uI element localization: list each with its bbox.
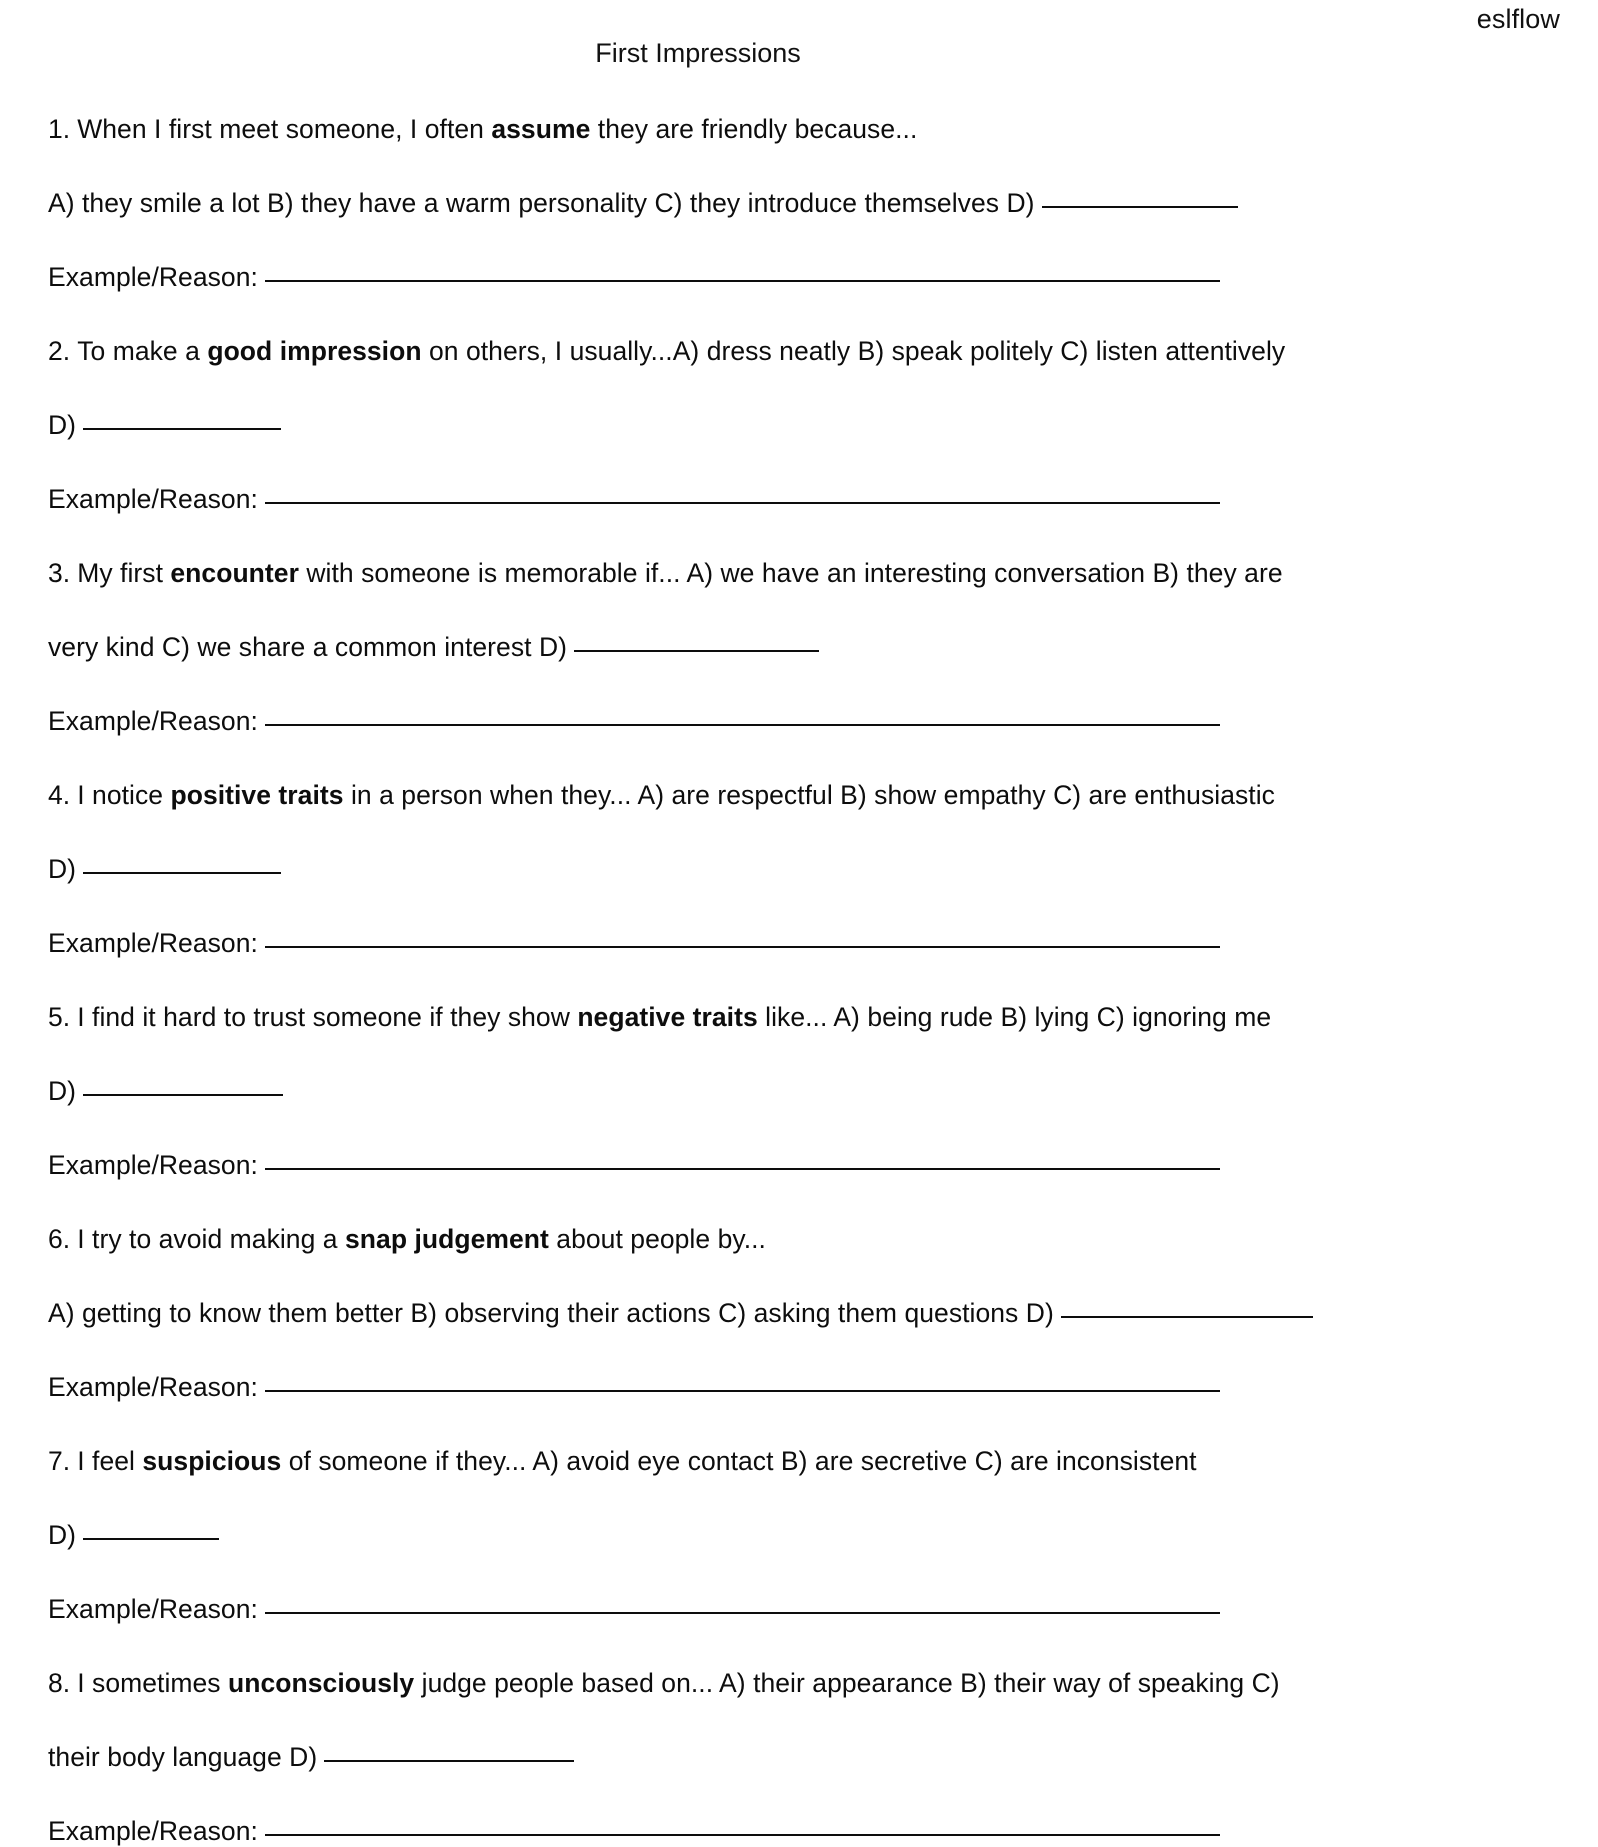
question-number-7: 7. [48,1446,71,1476]
question-options-7 [48,1520,1558,1551]
question-text-6b: about people by... [548,1224,766,1254]
keyword-6: snap judgement [345,1224,549,1254]
answer-blank-5d[interactable] [83,1094,283,1096]
question-text-8b: judge people based on... A) their appearance B) their way of speaking C) [414,1668,1280,1698]
example-reason-blank-4[interactable] [265,946,1220,948]
question-stem-7 [48,1446,1558,1477]
options-text-1: A) they smile a lot B) they have a warm personality C) they introduce themselves D) [48,188,1035,218]
page-title: First Impressions [595,38,801,68]
option-d-label-4: D) [48,854,77,884]
example-reason-4 [48,928,1558,959]
question-text-5a: I find it hard to trust someone if they show [77,1002,578,1032]
example-reason-2 [48,484,1558,515]
keyword-1: assume [491,114,591,144]
question-text-7b: of someone if they... A) avoid eye contact B) are secretive C) are inconsistent [281,1446,1197,1476]
example-reason-blank-3[interactable] [265,724,1220,726]
option-d-label-2: D) [48,410,77,440]
question-stem-1 [48,114,1558,145]
options-text-8: their body language D) [48,1742,318,1772]
keyword-3: encounter [170,558,299,588]
question-number-3: 3. [48,558,71,588]
keyword-5: negative traits [577,1002,758,1032]
question-stem-6 [48,1224,1558,1255]
question-text-4a: I notice [77,780,171,810]
question-text-2b: on others, I usually...A) dress neatly B) speak politely C) listen attentively [421,336,1286,366]
question-text-8a: I sometimes [77,1668,229,1698]
example-reason-6 [48,1372,1558,1403]
options-text-3: very kind C) we share a common interest D) [48,632,568,662]
answer-blank-4d[interactable] [83,872,281,874]
eslflow-logo: eslflow [1476,4,1560,34]
example-reason-label-8: Example/Reason: [48,1816,258,1846]
question-stem-2 [48,336,1558,367]
question-number-6: 6. [48,1224,71,1254]
answer-blank-7d[interactable] [83,1538,219,1540]
example-reason-7 [48,1594,1558,1625]
example-reason-label-1: Example/Reason: [48,262,258,292]
keyword-2: good impression [207,336,422,366]
example-reason-label-5: Example/Reason: [48,1150,258,1180]
question-number-2: 2. [48,336,71,366]
answer-blank-6d[interactable] [1061,1316,1313,1318]
question-text-3a: My first [77,558,171,588]
answer-blank-3d[interactable] [574,650,819,652]
question-options-5 [48,1076,1558,1107]
question-stem-4 [48,780,1558,811]
question-number-1: 1. [48,114,71,144]
questions-list [48,70,1558,1847]
example-reason-3 [48,706,1558,737]
question-text-1a: When I first meet someone, I often [77,114,492,144]
answer-blank-2d[interactable] [83,428,281,430]
example-reason-label-7: Example/Reason: [48,1594,258,1624]
question-options-6 [48,1298,1558,1329]
question-text-5b: like... A) being rude B) lying C) ignoring me [757,1002,1272,1032]
example-reason-label-4: Example/Reason: [48,928,258,958]
question-number-4: 4. [48,780,71,810]
options-text-6: A) getting to know them better B) observing their actions C) asking them questions D) [48,1298,1054,1328]
question-text-4b: in a person when they... A) are respectful B) show empathy C) are enthusiastic [343,780,1275,810]
keyword-8: unconsciously [228,1668,415,1698]
keyword-7: suspicious [142,1446,282,1476]
example-reason-blank-6[interactable] [265,1390,1220,1392]
example-reason-8 [48,1816,1558,1847]
question-number-5: 5. [48,1002,71,1032]
example-reason-blank-1[interactable] [265,280,1220,282]
question-text-6a: I try to avoid making a [77,1224,345,1254]
question-options-4 [48,854,1558,885]
example-reason-blank-7[interactable] [265,1612,1220,1614]
example-reason-label-6: Example/Reason: [48,1372,258,1402]
keyword-4: positive traits [170,780,344,810]
question-options-8 [48,1742,1558,1773]
answer-blank-8d[interactable] [324,1760,574,1762]
question-options-2 [48,410,1558,441]
answer-blank-1d[interactable] [1042,206,1238,208]
example-reason-5 [48,1150,1558,1181]
question-text-3b: with someone is memorable if... A) we have an interesting conversation B) they are [298,558,1283,588]
example-reason-blank-2[interactable] [265,502,1220,504]
question-options-3 [48,632,1558,663]
question-text-7a: I feel [77,1446,143,1476]
question-text-2a: To make a [77,336,208,366]
question-stem-3 [48,558,1558,589]
option-d-label-7: D) [48,1520,77,1550]
example-reason-label-2: Example/Reason: [48,484,258,514]
option-d-label-5: D) [48,1076,77,1106]
question-text-1b: they are friendly because... [590,114,918,144]
question-options-1 [48,188,1558,219]
example-reason-blank-8[interactable] [265,1834,1220,1836]
question-stem-8 [48,1668,1558,1699]
example-reason-label-3: Example/Reason: [48,706,258,736]
question-stem-5 [48,1002,1558,1033]
example-reason-1 [48,262,1558,293]
example-reason-blank-5[interactable] [265,1168,1220,1170]
question-number-8: 8. [48,1668,71,1698]
